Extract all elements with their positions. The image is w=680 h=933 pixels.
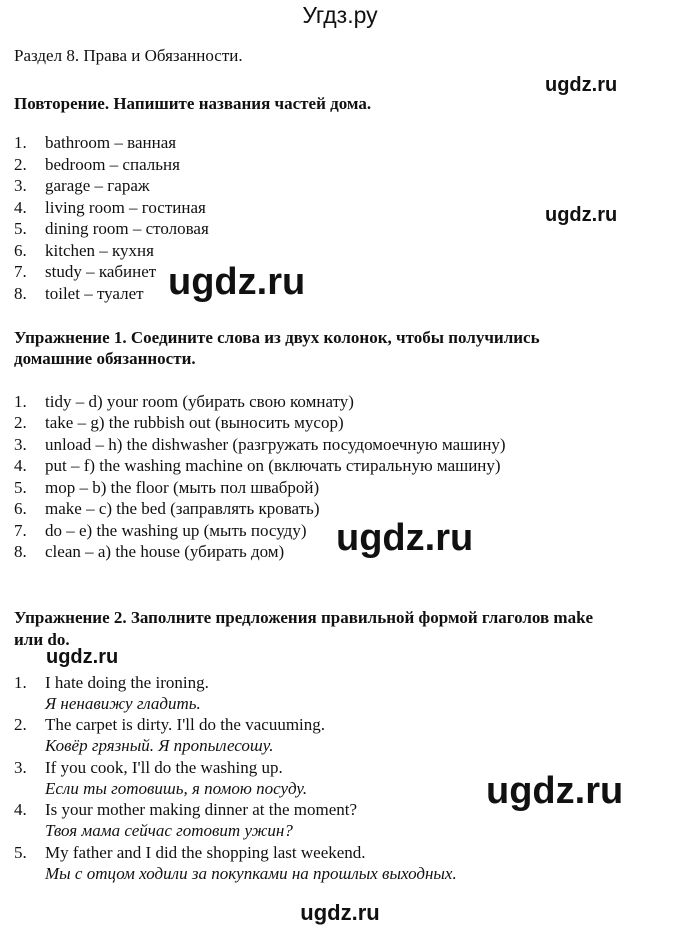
site-header: Угдз.ру [302,2,378,28]
item-number: 3. [14,176,27,195]
watermark: ugdz.ru [545,74,618,96]
item-text: mop – b) the floor (мыть пол шваброй) [45,478,320,497]
item-text: kitchen – кухня [45,241,154,260]
item-number: 3. [14,435,27,454]
item-number: 6. [14,499,27,518]
item-text: I hate doing the ironing. [45,673,209,692]
item-number: 2. [14,155,27,174]
item-translation: Если ты готовишь, я помою посуду. [45,779,308,798]
item-text: put – f) the washing machine on (включать стиральную машину) [45,456,501,475]
item-text: make – c) the bed (заправлять кровать) [45,499,320,518]
watermark: ugdz.ru [46,646,119,668]
item-number: 2. [14,715,27,734]
item-number: 2. [14,413,27,432]
item-text: The carpet is dirty. I'll do the vacuuming. [45,715,326,734]
item-text: If you cook, I'll do the washing up. [45,758,283,777]
item-number: 5. [14,219,27,238]
item-text: My father and I did the shopping last weekend. [45,843,366,862]
item-number: 7. [14,521,27,540]
review-heading: Повторение. Напишите названия частей дома. [14,94,372,113]
item-translation: Мы с отцом ходили за покупками на прошлых выходных. [45,864,457,883]
item-text: do – e) the washing up (мыть посуду) [45,521,307,540]
item-text: clean – a) the house (убирать дом) [45,542,285,561]
section-title: Раздел 8. Права и Обязанности. [14,46,243,65]
item-number: 1. [14,673,27,692]
item-text: garage – гараж [45,176,150,195]
item-number: 5. [14,843,27,862]
item-number: 8. [14,542,27,561]
item-text: study – кабинет [45,262,157,281]
item-text: living room – гостиная [45,198,206,217]
item-number: 4. [14,456,27,475]
item-number: 6. [14,241,27,260]
watermark: ugdz.ru [336,517,474,559]
watermark: ugdz.ru [545,204,618,226]
exercise2-heading-line2: или do. [14,630,70,649]
item-text: take – g) the rubbish out (выносить мусор) [45,413,344,432]
item-number: 4. [14,198,27,217]
exercise2-heading-line1: Упражнение 2. Заполните предложения правильной формой глаголов make [14,608,594,627]
item-number: 1. [14,392,27,411]
item-text: toilet – туалет [45,284,144,303]
watermark: ugdz.ru [486,770,624,812]
item-number: 7. [14,262,27,281]
item-text: bedroom – спальня [45,155,180,174]
item-text: unload – h) the dishwasher (разгружать посудомоечную машину) [45,435,506,454]
item-number: 4. [14,800,27,819]
item-number: 1. [14,133,27,152]
item-number: 3. [14,758,27,777]
exercise1-heading-line2: домашние обязанности. [14,349,196,368]
item-translation: Я ненавижу гладить. [45,694,201,713]
item-text: bathroom – ванная [45,133,177,152]
item-text: dining room – столовая [45,219,209,238]
item-translation: Твоя мама сейчас готовит ужин? [45,821,293,840]
item-text: tidy – d) your room (убирать свою комнату) [45,392,354,411]
item-text: Is your mother making dinner at the moment? [45,800,358,819]
item-number: 8. [14,284,27,303]
watermark-footer: ugdz.ru [300,900,380,925]
item-number: 5. [14,478,27,497]
watermark: ugdz.ru [168,261,306,303]
exercise1-heading-line1: Упражнение 1. Соедините слова из двух колонок, чтобы получились [14,328,540,347]
item-translation: Ковёр грязный. Я пропылесошу. [45,736,274,755]
